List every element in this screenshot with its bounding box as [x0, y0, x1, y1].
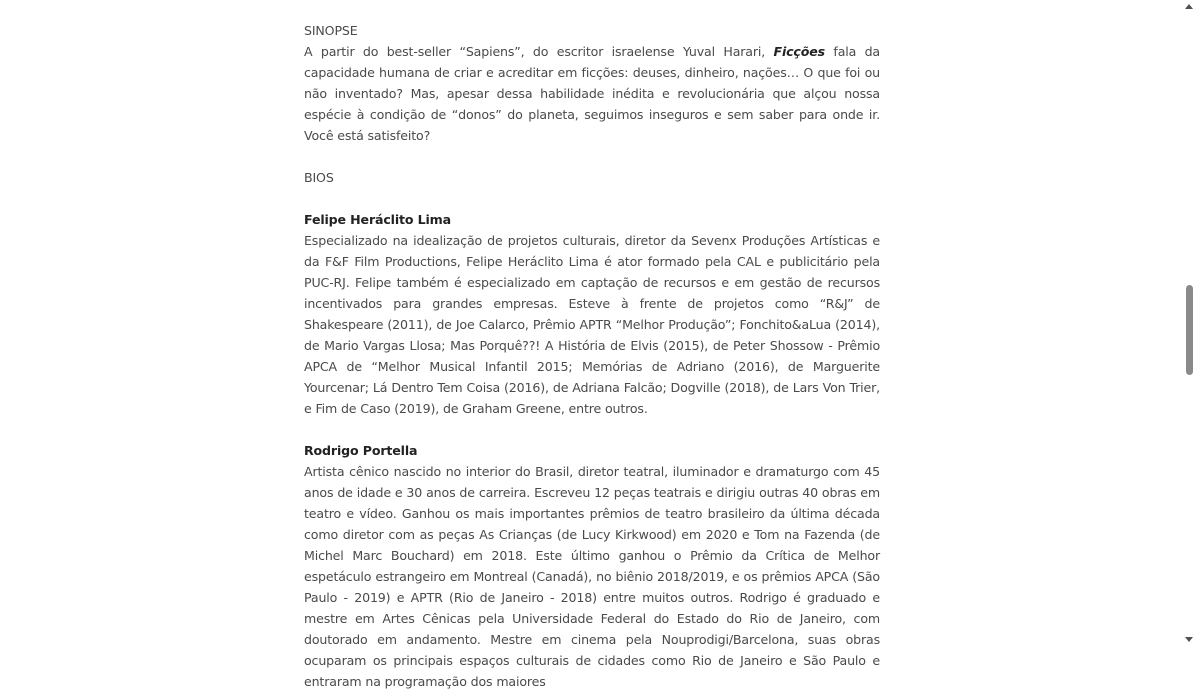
bios-heading: BIOS	[304, 170, 334, 185]
spacer	[304, 419, 880, 440]
sinopse-text-before: A partir do best-seller “Sapiens”, do escritor israelense Yuval Harari,	[304, 44, 774, 59]
sinopse-text-after: fala da capacidade humana de criar e acreditar em ficções: deuses, dinheiro, nações… O que foi ou não inventado? Mas, apesar dessa habilidade inédita e revolucionária que alçou nossa espécie à condição de “donos” do planeta, seguimos inseguros e sem saber para onde ir. Você está satisfeito?	[304, 44, 880, 143]
bio-name-rodrigo: Rodrigo Portella	[304, 443, 418, 458]
bio-name-felipe: Felipe Heráclito Lima	[304, 212, 451, 227]
sinopse-paragraph	[304, 41, 880, 146]
arrow-up-icon[interactable]	[1185, 4, 1193, 9]
vertical-scrollbar[interactable]	[1182, 0, 1196, 646]
arrow-down-icon[interactable]	[1185, 637, 1193, 642]
spacer	[304, 146, 880, 167]
spacer	[304, 188, 880, 209]
article-content	[304, 20, 880, 692]
bio-text-rodrigo: Artista cênico nascido no interior do Brasil, diretor teatral, iluminador e dramaturgo com 45 anos de idade e 30 anos de carreira. Escreveu 12 peças teatrais e dirigiu outras 40 obras em teatro e vídeo. Ganhou os mais importantes prêmios de teatro brasileiro da última década como diretor com as peças As Crianças (de Lucy Kirkwood) em 2020 e Tom na Fazenda (de Michel Marc Bouchard) em 2018. Este último ganhou o Prêmio da Crítica de Melhor espetáculo estrangeiro em Montreal (Canadá), no biênio 2018/2019, e os prêmios APCA (São Paulo - 2019) e APTR (Rio de Janeiro - 2018) entre muitos outros. Rodrigo é graduado e mestre em Artes Cênicas pela Universidade Federal do Estado do Rio de Janeiro, com doutorado em andamento. Mestre em cinema pela Nouprodigi/Barcelona, suas obras ocuparam os principais espaços culturais de cidades como Rio de Janeiro e São Paulo e entraram na programação dos maiores	[304, 464, 880, 689]
bio-text-felipe: Especializado na idealização de projetos culturais, diretor da Sevenx Produções Artísticas e da F&F Film Productions, Felipe Heráclito Lima é ator formado pela CAL e publicitário pela PUC-RJ. Felipe também é especializado em captação de recursos e em gestão de recursos incentivados para grandes empresas. Esteve à frente de projetos como “R&J” de Shakespeare (2011), de Joe Calarco, Prêmio APTR “Melhor Produção”; Fonchito&aLua (2014), de Mario Vargas Llosa; Mas Porquê??! A História de Elvis (2015), de Peter Shossow - Prêmio APCA de “Melhor Musical Infantil 2015; Memórias de Adriano (2016), de Marguerite Yourcenar; Lá Dentro Tem Coisa (2016), de Adriana Falcão; Dogville (2018), de Lars Von Trier, e Fim de Caso (2019), de Graham Greene, entre outros.	[304, 233, 880, 416]
play-title: Ficções	[773, 44, 825, 59]
scrollbar-thumb[interactable]	[1186, 285, 1193, 375]
sinopse-heading: SINOPSE	[304, 23, 358, 38]
